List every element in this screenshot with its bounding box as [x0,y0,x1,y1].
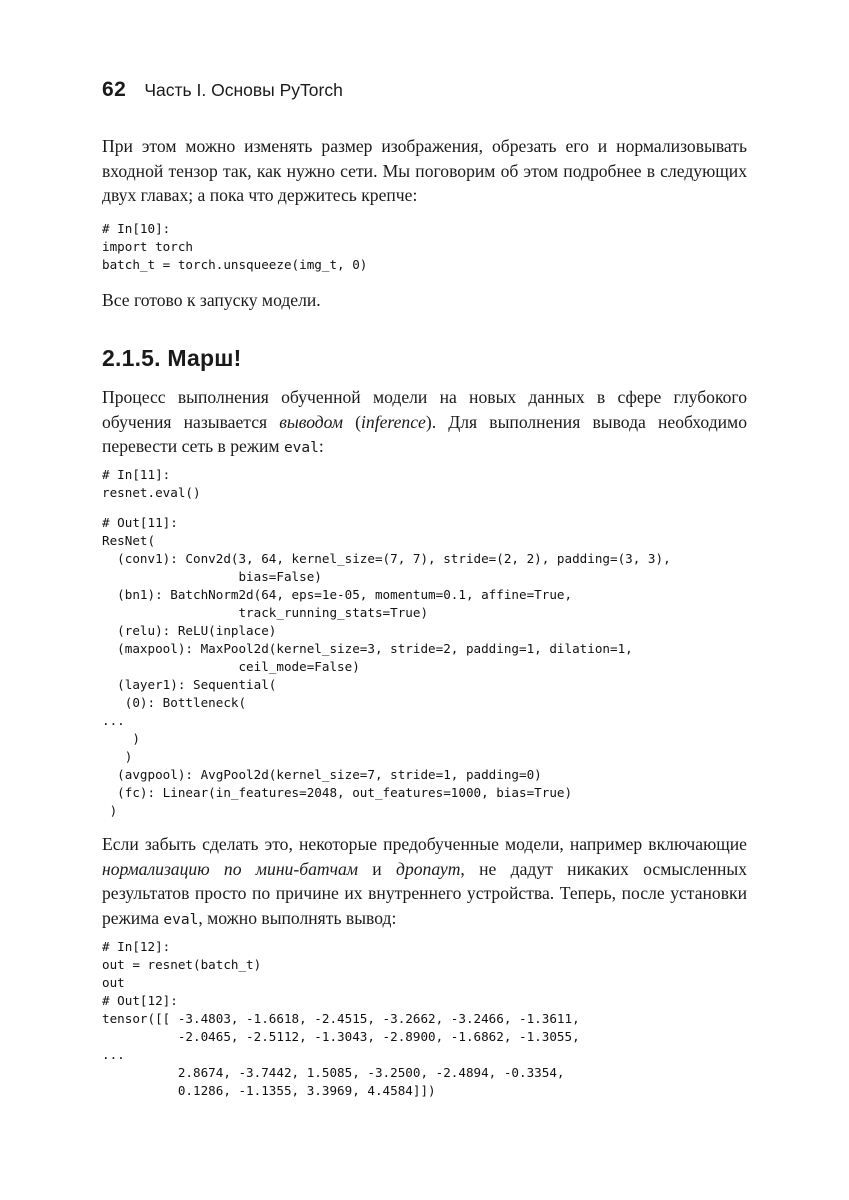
page-number: 62 [102,78,127,101]
section-title: 2.1.5. Марш! [102,345,242,371]
paragraph-3 [102,385,747,461]
para4-text-1: Если забыть сделать это, некоторые предобученные модели, например включающие [102,834,747,854]
code-block-out11: # Out[11]: ResNet( (conv1): Conv2d(3, 64, kernel_size=(7, 7), stride=(2, 2), padding=(3, 3), bias=False) (bn1): BatchNorm2d(64, eps=1e-05, momentum=0.1, affine=True, track_running_stats=True) (relu): ReLU(inplace) (maxpool): MaxPool2d(kernel_size=3, stride=2, padding=1, dilation=1, ceil_mode=False) (layer1): Sequential( (0): Bottleneck( ... ) ) (avgpool): AvgPool2d(kernel_size=7, stride=1, padding=0) (fc): Linear(in_features=2048, out_features=1000, bias=True) ) [102,515,671,818]
code-block-in11: # In[11]: resnet.eval() [102,467,201,500]
paragraph-2: Все готово к запуску модели. [102,290,321,310]
paragraph-1: При этом можно изменять размер изображения, обрезать его и нормализовывать входной тензор так, как нужно сети. Мы поговорим об этом подробнее в следующих двух главах; а пока что держитесь крепче: [102,136,747,205]
page-header [102,78,343,108]
para4-text-3: , не дадут никаких осмысленных результатов просто по причине их внутреннего устройства. Теперь, после установки режима [102,858,748,928]
paragraph-4 [102,832,747,932]
para3-em-inference: inference [361,411,426,432]
para3-em-inference-ru: выводом [279,411,344,432]
para3-text-3: ). Для выполнения вывода необходимо перевести сеть в режим [102,411,747,456]
code-block-in12: # In[12]: out = resnet(batch_t) out # Out[12]: tensor([[ -3.4803, -1.6618, -2.4515, -3.2662, -3.2466, -1.3611, -2.0465, -2.5112, -1.3043, -2.8900, -1.6862, -1.3055, ... 2.8674, -3.7442, 1.5085, -3.2500, -2.4894, -0.3354, 0.1286, -1.1355, 3.3969, 4.4584]]) [102,939,580,1098]
para4-text-4: , можно выполнять вывод: [198,907,397,928]
para3-text-1: Процесс выполнения обученной модели на новых данных в сфере глубокого обучения называется [102,387,747,432]
para4-text-2: и [358,858,397,879]
para3-text-2: ( [343,411,362,432]
para4-em-dropout: дропаут [396,858,461,879]
running-head: Часть I. Основы PyTorch [144,80,343,100]
para3-text-4: : [318,436,324,456]
para4-em-batchnorm: нормализацию по мини-батчам [102,858,358,879]
code-block-in10: # In[10]: import torch batch_t = torch.unsqueeze(img_t, 0) [102,221,368,272]
para4-inline-code: eval [163,911,199,928]
para3-inline-code: eval [283,440,319,456]
